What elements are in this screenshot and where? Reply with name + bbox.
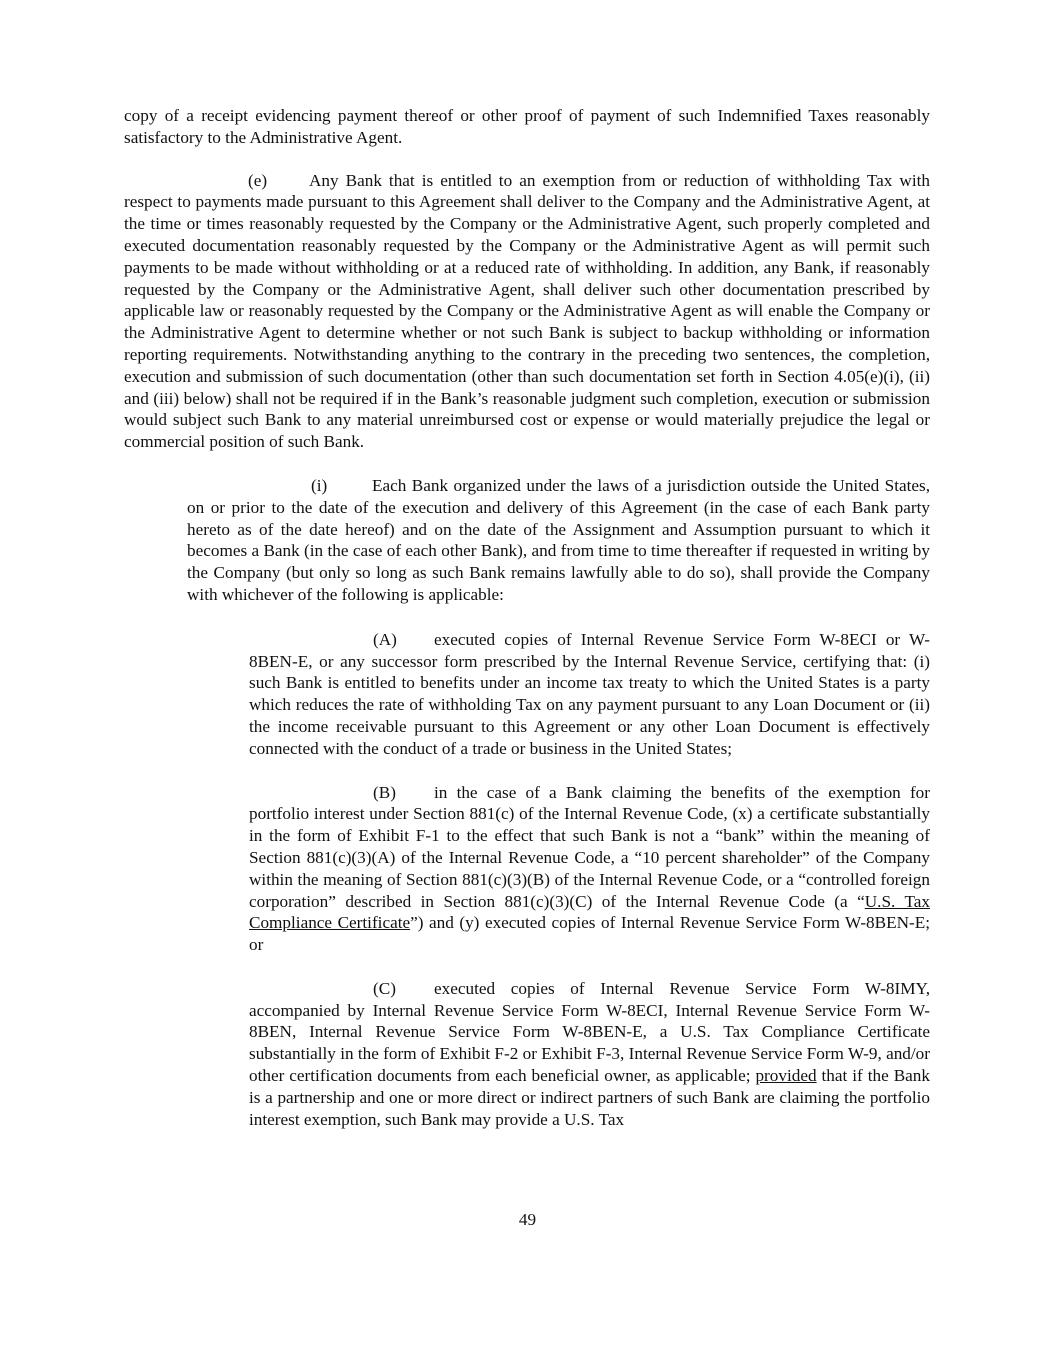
clause-text: in the case of a Bank claiming the benefits of the exemption for portfolio interest under Section 881(c) of the Internal Revenue Code, (x) a certificate substantially in the form of Exhibit F-1 to the effect that such Bank is not a “bank” within the meaning of Section 881(c)(3)(A) of the Internal Revenue Code, a “10 percent shareholder” of the Company within the meaning of Section 881(c)(3)(B) of the Internal Revenue Code, or a “controlled foreign corporation” described in Section 881(c)(3)(C) of the Internal Revenue Code (a “: [249, 782, 930, 911]
clause-text: Each Bank organized under the laws of a jurisdiction outside the United States, on or prior to the date of the execution and delivery of this Agreement (in the case of each Bank party hereto as of the date hereof) and on the date of the Assignment and Assumption pursuant to which it becomes a Bank (in the case of each other Bank), and from time to time thereafter if requested in writing by the Company (but only so long as such Bank remains lawfully able to do so), shall provide the Company with whichever of the following is applicable:: [187, 475, 930, 604]
clause-text: ”) and (y) executed copies of Internal Revenue Service Form W-8BEN-E; or: [249, 913, 931, 955]
clause-text: Any Bank that is entitled to an exemption from or reduction of withholding Tax with respect to payments made pursuant to this Agreement shall deliver to the Company and the Administrative Agent, at the time or times reasonably requested by the Company or the Administrative Agent, such properly completed and executed documentation reasonably requested by the Company or the Administrative Agent as will permit such payments to be made without withholding or at a reduced rate of withholding. In addition, any Bank, if reasonably requested by the Company or the Administrative Agent, shall deliver such other documentation prescribed by applicable law or reasonably requested by the Company or the Administrative Agent as will enable the Company or the Administrative Agent to determine whether or not such Bank is subject to backup withholding or information reporting requirements. Notwithstanding anything to the contrary in the preceding two sentences, the completion, execution and submission of such documentation (other than such documentation set forth in Section 4.05(e)(i), (ii) and (iii) below) shall not be required if in the Bank’s reasonable judgment such completion, execution or submission would subject such Bank to any material unreimbursed cost or expense or would materially prejudice the legal or commercial position of such Bank.: [124, 170, 930, 452]
clause-label: (A): [373, 629, 397, 649]
paragraph-B: [249, 782, 930, 956]
defined-term: provided: [755, 1066, 817, 1086]
paragraph-A: [249, 629, 930, 760]
clause-label: (B): [373, 782, 396, 802]
defined-term: U.S. Tax Compliance Certificate: [249, 891, 930, 933]
clause-text: that if the Bank is a partnership and one or more direct or indirect partners of such Bank are claiming the portfolio interest exemption, such Bank may provide a U.S. Tax: [249, 1066, 930, 1129]
page-number: 49: [518, 1210, 537, 1229]
clause-text: executed copies of Internal Revenue Service Form W-8IMY, accompanied by Internal Revenue Service Form W-8ECI, Internal Revenue Service Form W-8BEN, Internal Revenue Service Form W-8BEN-E, a U.S. Tax Compliance Certificate substantially in the form of Exhibit F-2 or Exhibit F-3, Internal Revenue Service Form W-9, and/or other certification documents from each beneficial owner, as applicable;: [249, 978, 930, 1086]
clause-label: (C): [373, 978, 396, 998]
paragraph-e: [124, 170, 930, 453]
clause-label: (e): [248, 170, 268, 190]
paragraph-i: [187, 475, 930, 606]
paragraph-C: [249, 978, 930, 1131]
clause-label: (i): [311, 475, 328, 495]
document-page: [124, 105, 930, 1130]
paragraph-continuation: copy of a receipt evidencing payment thereof or other proof of payment of such Indemnified Taxes reasonably satisfactory to the Administrative Agent.: [124, 106, 930, 147]
clause-text: executed copies of Internal Revenue Service Form W-8ECI or W-8BEN-E, or any successor form prescribed by the Internal Revenue Service, certifying that: (i) such Bank is entitled to benefits under an income tax treaty to which the United States is a party which reduces the rate of withholding Tax on any payment pursuant to any Loan Document or (ii) the income receivable pursuant to this Agreement or any other Loan Document is effectively connected with the conduct of a trade or business in the United States;: [249, 629, 930, 758]
